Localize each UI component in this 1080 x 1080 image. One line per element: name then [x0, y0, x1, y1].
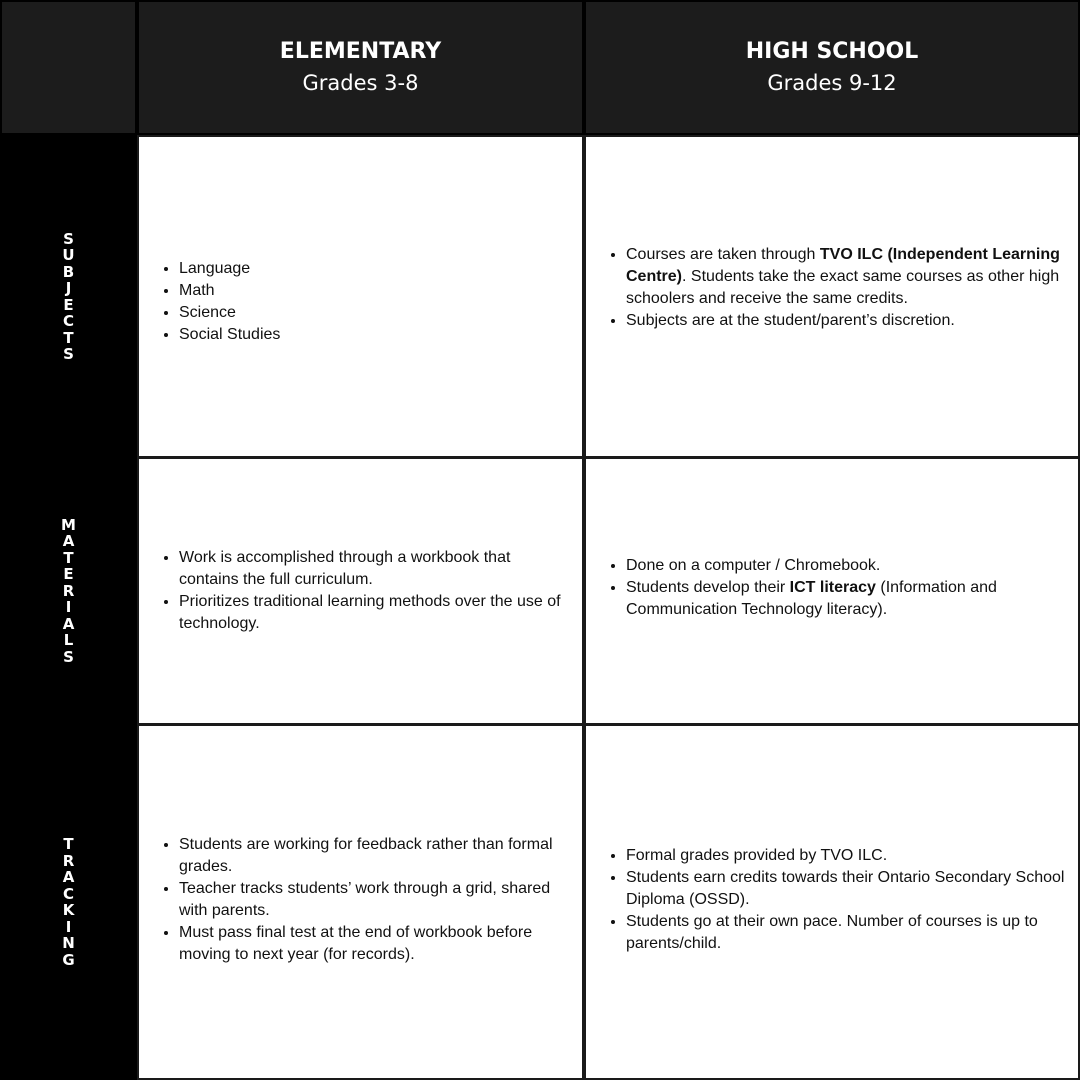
- label-letter: I: [65, 917, 72, 936]
- list-item-emphasis: TVO ILC (Independent Learning Centre): [626, 245, 1060, 285]
- label-letter: S: [63, 647, 74, 666]
- bullet-list: [139, 258, 290, 346]
- vertical-label: [61, 517, 76, 666]
- list-item: • Formal grades provided by TVO ILC.: [626, 845, 1068, 867]
- high-school-grades: Grades 9-12: [767, 70, 897, 95]
- label-letter: E: [63, 295, 74, 314]
- list-item: • Social Studies: [179, 324, 280, 346]
- label-letter: B: [62, 262, 75, 281]
- label-letter: M: [61, 515, 76, 534]
- bullet-list: [139, 547, 582, 635]
- header-elementary: [137, 0, 584, 135]
- label-letter: C: [62, 884, 74, 903]
- elementary-grades: Grades 3-8: [302, 70, 419, 95]
- list-item: • Students are working for feedback rather than formal grades.: [179, 834, 572, 878]
- high-school-title: HIGH SCHOOL: [745, 38, 919, 64]
- list-item-text: (Information and Communication Technology literacy).: [626, 579, 997, 618]
- vertical-label: [62, 231, 74, 363]
- bullet-list: [586, 845, 1078, 955]
- row-label-tracking: [0, 724, 137, 1080]
- row-label-subjects: [0, 135, 137, 458]
- list-item: • Work is accomplished through a workbook that contains the full curriculum.: [179, 547, 572, 591]
- list-item: [626, 577, 1068, 621]
- label-letter: A: [62, 614, 75, 633]
- list-item: • Math: [179, 280, 280, 302]
- label-letter: R: [62, 851, 75, 870]
- label-letter: A: [62, 868, 75, 886]
- bullet-list: [139, 834, 582, 966]
- label-letter: L: [63, 631, 74, 650]
- label-letter: R: [62, 581, 75, 600]
- list-item-text: Courses are taken through: [626, 245, 820, 263]
- materials-high-school-cell: [584, 457, 1080, 725]
- label-letter: T: [63, 835, 74, 853]
- vertical-label: [62, 836, 75, 968]
- list-item: [626, 244, 1068, 310]
- label-letter: C: [62, 312, 74, 330]
- header-corner: [0, 0, 137, 135]
- bullet-list: [586, 555, 1078, 621]
- list-item: • Students earn credits towards their Ontario Secondary School Diploma (OSSD).: [626, 867, 1068, 911]
- subjects-high-school-cell: [584, 135, 1080, 458]
- label-letter: E: [63, 565, 74, 584]
- list-item: • Teacher tracks students’ work through a grid, shared with parents.: [179, 878, 572, 922]
- list-item-text: . Students take the exact same courses as other high schoolers and receive the same credits.: [626, 267, 1060, 307]
- list-item: • Done on a computer / Chromebook.: [626, 555, 1068, 577]
- tracking-elementary-cell: [137, 724, 584, 1080]
- label-letter: K: [62, 901, 75, 919]
- label-letter: A: [62, 532, 75, 551]
- label-letter: T: [63, 328, 74, 347]
- label-letter: U: [62, 246, 75, 264]
- label-letter: I: [65, 598, 72, 617]
- list-item-text: Students develop their: [626, 579, 790, 596]
- label-letter: S: [63, 229, 74, 248]
- bullet-list: [586, 244, 1078, 332]
- label-letter: N: [62, 934, 75, 952]
- row-label-materials: [0, 457, 137, 725]
- label-letter: G: [62, 950, 75, 969]
- materials-elementary-cell: [137, 457, 584, 725]
- list-item: • Must pass final test at the end of workbook before moving to next year (for records).: [179, 922, 572, 966]
- list-item: • Students go at their own pace. Number of courses is up to parents/child.: [626, 911, 1068, 955]
- elementary-title: ELEMENTARY: [279, 38, 442, 64]
- header-high-school: [584, 0, 1080, 135]
- list-item: • Subjects are at the student/parent’s discretion.: [626, 310, 1068, 332]
- subjects-elementary-cell: [137, 135, 584, 458]
- list-item: • Prioritizes traditional learning methods over the use of technology.: [179, 591, 572, 635]
- label-letter: T: [63, 548, 74, 567]
- label-letter: J: [65, 279, 72, 297]
- label-letter: S: [63, 345, 74, 363]
- list-item-emphasis: ICT literacy: [789, 579, 876, 596]
- list-item: • Language: [179, 258, 280, 280]
- tracking-high-school-cell: [584, 724, 1080, 1080]
- list-item: • Science: [179, 302, 280, 324]
